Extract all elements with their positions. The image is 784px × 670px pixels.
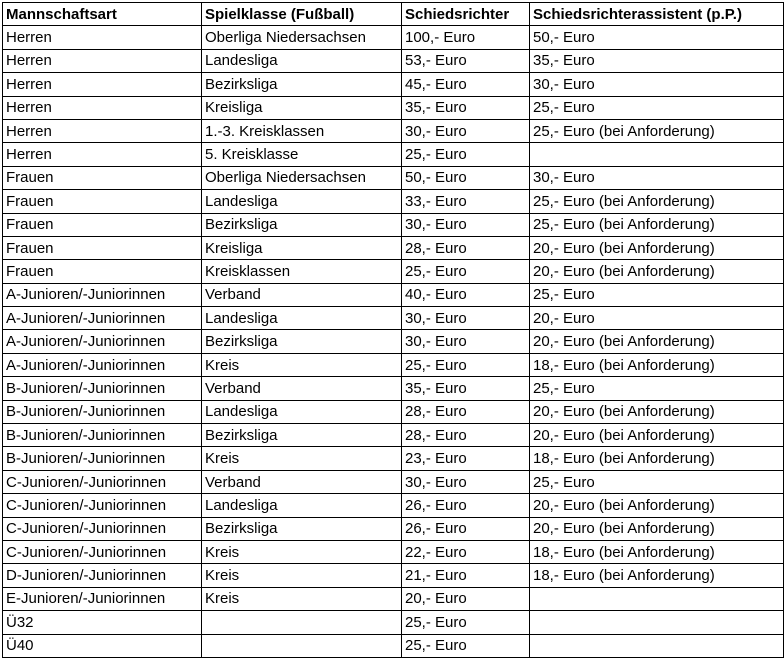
cell-mannschaftsart: Herren [3,73,202,96]
cell-schiedsrichterassistent: 20,- Euro (bei Anforderung) [530,330,784,353]
cell-schiedsrichter: 30,- Euro [402,330,530,353]
cell-schiedsrichterassistent: 20,- Euro (bei Anforderung) [530,400,784,423]
table-row [3,49,784,72]
cell-mannschaftsart: E-Junioren/-Juniorinnen [3,587,202,610]
table-body [3,26,784,658]
cell-mannschaftsart: Ü40 [3,634,202,657]
cell-schiedsrichterassistent: 20,- Euro (bei Anforderung) [530,236,784,259]
table-row [3,166,784,189]
cell-mannschaftsart: Herren [3,119,202,142]
cell-schiedsrichterassistent [530,587,784,610]
table-row [3,517,784,540]
cell-mannschaftsart: Frauen [3,260,202,283]
cell-schiedsrichter: 53,- Euro [402,49,530,72]
cell-schiedsrichter: 26,- Euro [402,517,530,540]
cell-mannschaftsart: C-Junioren/-Juniorinnen [3,517,202,540]
cell-spielklasse: Oberliga Niedersachsen [202,166,402,189]
table-row [3,119,784,142]
cell-schiedsrichterassistent: 30,- Euro [530,166,784,189]
cell-spielklasse: Kreisliga [202,236,402,259]
cell-mannschaftsart: Ü32 [3,611,202,634]
cell-spielklasse: Kreis [202,447,402,470]
header-schiedsrichter: Schiedsrichter [402,3,530,26]
cell-mannschaftsart: C-Junioren/-Juniorinnen [3,540,202,563]
cell-schiedsrichterassistent [530,634,784,657]
cell-mannschaftsart: B-Junioren/-Juniorinnen [3,377,202,400]
cell-schiedsrichter: 20,- Euro [402,587,530,610]
header-schiedsrichterassistent: Schiedsrichterassistent (p.P.) [530,3,784,26]
cell-schiedsrichter: 30,- Euro [402,470,530,493]
cell-spielklasse: Landesliga [202,400,402,423]
cell-mannschaftsart: Frauen [3,190,202,213]
cell-schiedsrichterassistent: 20,- Euro [530,307,784,330]
table-row [3,143,784,166]
cell-mannschaftsart: Frauen [3,166,202,189]
cell-schiedsrichter: 45,- Euro [402,73,530,96]
cell-schiedsrichter: 30,- Euro [402,307,530,330]
cell-schiedsrichterassistent: 25,- Euro [530,470,784,493]
cell-spielklasse: Bezirksliga [202,517,402,540]
cell-schiedsrichterassistent: 20,- Euro (bei Anforderung) [530,517,784,540]
cell-schiedsrichter: 25,- Euro [402,260,530,283]
cell-spielklasse: Verband [202,377,402,400]
cell-spielklasse: Landesliga [202,307,402,330]
table-row [3,611,784,634]
cell-spielklasse: Kreis [202,587,402,610]
cell-schiedsrichter: 25,- Euro [402,611,530,634]
cell-mannschaftsart: B-Junioren/-Juniorinnen [3,400,202,423]
table-row [3,73,784,96]
table-row [3,190,784,213]
cell-schiedsrichterassistent: 30,- Euro [530,73,784,96]
cell-schiedsrichterassistent: 20,- Euro (bei Anforderung) [530,424,784,447]
cell-mannschaftsart: Herren [3,49,202,72]
cell-mannschaftsart: Frauen [3,213,202,236]
cell-schiedsrichterassistent: 25,- Euro [530,377,784,400]
table-row [3,540,784,563]
cell-mannschaftsart: Herren [3,143,202,166]
header-spielklasse: Spielklasse (Fußball) [202,3,402,26]
table-row [3,424,784,447]
cell-spielklasse: Landesliga [202,190,402,213]
table-row [3,587,784,610]
table-row [3,96,784,119]
table-row [3,260,784,283]
cell-schiedsrichter: 40,- Euro [402,283,530,306]
table-row [3,353,784,376]
cell-schiedsrichter: 25,- Euro [402,634,530,657]
table-row [3,26,784,49]
cell-spielklasse: Bezirksliga [202,73,402,96]
cell-schiedsrichter: 100,- Euro [402,26,530,49]
table-row [3,634,784,657]
table-row [3,470,784,493]
cell-schiedsrichterassistent: 18,- Euro (bei Anforderung) [530,353,784,376]
cell-mannschaftsart: B-Junioren/-Juniorinnen [3,424,202,447]
cell-spielklasse [202,634,402,657]
table-row [3,400,784,423]
cell-schiedsrichter: 30,- Euro [402,119,530,142]
cell-spielklasse [202,611,402,634]
cell-spielklasse: Kreis [202,564,402,587]
cell-mannschaftsart: C-Junioren/-Juniorinnen [3,470,202,493]
referee-fee-table [2,2,784,658]
cell-schiedsrichter: 26,- Euro [402,494,530,517]
cell-schiedsrichter: 50,- Euro [402,166,530,189]
cell-mannschaftsart: Herren [3,26,202,49]
cell-mannschaftsart: A-Junioren/-Juniorinnen [3,307,202,330]
cell-mannschaftsart: A-Junioren/-Juniorinnen [3,283,202,306]
cell-spielklasse: Kreis [202,353,402,376]
cell-schiedsrichter: 33,- Euro [402,190,530,213]
cell-mannschaftsart: D-Junioren/-Juniorinnen [3,564,202,587]
cell-schiedsrichter: 21,- Euro [402,564,530,587]
cell-schiedsrichter: 25,- Euro [402,353,530,376]
cell-schiedsrichterassistent: 20,- Euro (bei Anforderung) [530,260,784,283]
cell-spielklasse: Kreisliga [202,96,402,119]
cell-spielklasse: Verband [202,283,402,306]
table-row [3,447,784,470]
cell-mannschaftsart: C-Junioren/-Juniorinnen [3,494,202,517]
cell-spielklasse: Verband [202,470,402,493]
cell-schiedsrichter: 25,- Euro [402,143,530,166]
cell-spielklasse: Bezirksliga [202,213,402,236]
cell-mannschaftsart: Herren [3,96,202,119]
header-mannschaftsart: Mannschaftsart [3,3,202,26]
cell-mannschaftsart: B-Junioren/-Juniorinnen [3,447,202,470]
table-row [3,494,784,517]
cell-schiedsrichterassistent [530,611,784,634]
cell-schiedsrichter: 23,- Euro [402,447,530,470]
cell-spielklasse: 5. Kreisklasse [202,143,402,166]
cell-mannschaftsart: A-Junioren/-Juniorinnen [3,353,202,376]
cell-spielklasse: Landesliga [202,494,402,517]
cell-schiedsrichter: 28,- Euro [402,400,530,423]
cell-schiedsrichterassistent: 25,- Euro [530,96,784,119]
table-row [3,564,784,587]
cell-schiedsrichter: 28,- Euro [402,236,530,259]
cell-schiedsrichterassistent: 25,- Euro [530,283,784,306]
cell-spielklasse: Bezirksliga [202,330,402,353]
cell-schiedsrichterassistent: 18,- Euro (bei Anforderung) [530,447,784,470]
cell-schiedsrichterassistent: 20,- Euro (bei Anforderung) [530,494,784,517]
cell-schiedsrichterassistent: 18,- Euro (bei Anforderung) [530,540,784,563]
table-header-row [3,3,784,26]
table-row [3,307,784,330]
cell-schiedsrichterassistent: 35,- Euro [530,49,784,72]
table-row [3,377,784,400]
cell-schiedsrichter: 22,- Euro [402,540,530,563]
cell-mannschaftsart: Frauen [3,236,202,259]
cell-spielklasse: Oberliga Niedersachsen [202,26,402,49]
cell-schiedsrichterassistent [530,143,784,166]
cell-spielklasse: Kreis [202,540,402,563]
table-row [3,330,784,353]
cell-schiedsrichterassistent: 50,- Euro [530,26,784,49]
cell-spielklasse: Landesliga [202,49,402,72]
cell-spielklasse: Bezirksliga [202,424,402,447]
cell-schiedsrichterassistent: 25,- Euro (bei Anforderung) [530,190,784,213]
table-row [3,236,784,259]
cell-mannschaftsart: A-Junioren/-Juniorinnen [3,330,202,353]
cell-schiedsrichterassistent: 25,- Euro (bei Anforderung) [530,213,784,236]
table-row [3,213,784,236]
cell-spielklasse: Kreisklassen [202,260,402,283]
cell-schiedsrichter: 28,- Euro [402,424,530,447]
table-row [3,283,784,306]
cell-spielklasse: 1.-3. Kreisklassen [202,119,402,142]
cell-schiedsrichter: 30,- Euro [402,213,530,236]
cell-schiedsrichter: 35,- Euro [402,96,530,119]
cell-schiedsrichter: 35,- Euro [402,377,530,400]
cell-schiedsrichterassistent: 25,- Euro (bei Anforderung) [530,119,784,142]
cell-schiedsrichterassistent: 18,- Euro (bei Anforderung) [530,564,784,587]
